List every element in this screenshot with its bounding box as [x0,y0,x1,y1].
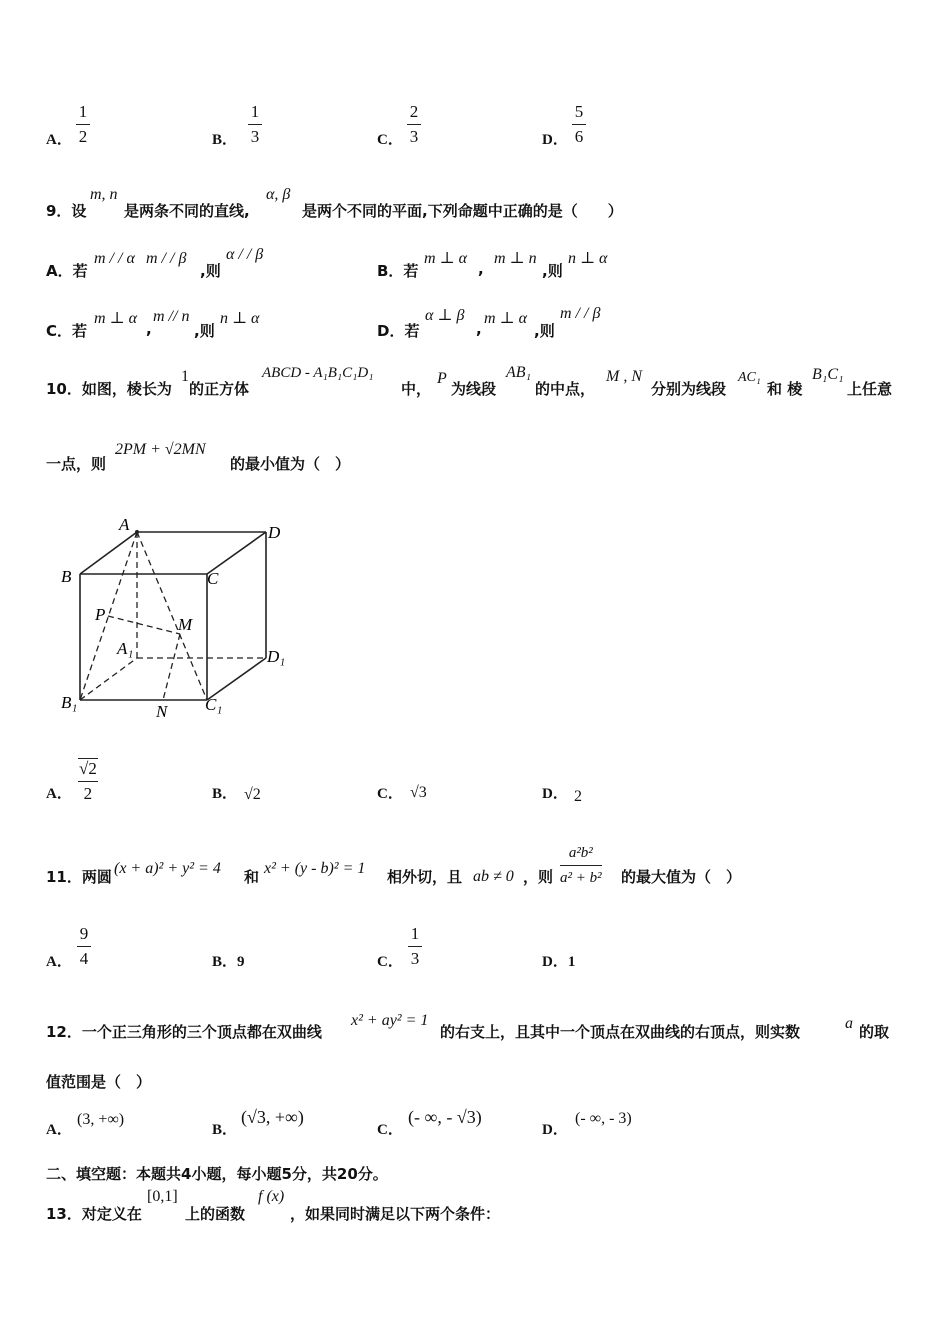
q9-a-cond1: m / / α [94,250,135,267]
q13-interval: [0,1] [147,1188,178,1205]
edge-C1D1 [207,658,266,700]
q8-option-b-fraction [248,102,262,147]
q12-a: a [845,1015,853,1032]
denominator: 6 [574,127,584,146]
q10-option-d-label: D． [542,786,568,802]
q9-option-c-label: C．若 [46,322,88,340]
label-D: D [268,523,281,542]
numerator: 1 [250,102,260,121]
q10-B1C1: B₁C₁ [812,366,844,383]
q11-text-4: ，则 [523,868,554,886]
q10-option-c-label: C． [377,786,403,802]
label-C1: C₁ [205,695,223,714]
numerator: 5 [574,102,584,121]
q12-option-d-label: D． [542,1122,568,1138]
q9-mid: 是两条不同的直线, [124,202,250,220]
q13-text-1: 13．对定义在 [46,1205,142,1223]
q9-a-then: ,则 [200,262,221,280]
q10-text-5: 的中点， [535,380,596,398]
q9-suffix: 是两个不同的平面,下列命题中正确的是（ ） [302,202,623,220]
numerator: 1 [78,102,88,121]
q10-option-d-value: 2 [574,788,582,805]
q9-alpha-beta: α, β [266,186,291,203]
section-2-heading: 二、填空题：本题共4小题，每小题5分，共20分。 [46,1165,388,1183]
edge-CD [207,532,266,574]
q10-text-3: 中， [401,380,432,398]
q11-text-2: 和 [244,868,260,886]
q8-option-a-label: A． [46,132,72,148]
q8-option-d-fraction [572,102,586,147]
q12-line2: 值范围是（ ） [46,1073,152,1091]
label-N: N [156,702,168,720]
denominator: a² + b² [560,870,602,886]
q10-one: 1 [181,368,189,385]
q13-text-3: ，如果同时满足以下两个条件： [290,1205,501,1223]
q8-option-b-label: B． [212,132,238,148]
q9-option-a-label: A．若 [46,262,88,280]
q11-text-3: 相外切，且 [387,868,463,886]
label-B1: B₁ [61,693,78,712]
q10-line2-b: 的最小值为（ ） [230,455,351,473]
q10-option-b-value: √2 [244,786,261,803]
q10-option-c-value: √3 [410,784,427,801]
q10-AB1: AB₁ [506,364,532,381]
q9-c-comma: , [146,320,152,338]
q9-b-cond2: m ⊥ n [494,250,537,267]
q9-d-cond1: α ⊥ β [425,307,465,324]
q11-option-a-label: A． [46,954,72,970]
q12-option-d-value: (- ∞, - 3) [575,1110,632,1127]
numerator: a²b² [568,845,593,861]
q9-b-comma: , [478,260,484,278]
label-M: M [178,615,193,634]
q9-c-cond2: m // n [153,308,190,325]
label-B: B [61,567,72,586]
denominator: 3 [250,127,260,146]
q11-option-a-fraction [77,924,91,969]
edge-A1B1-hidden [80,658,137,700]
q11-option-d: D．1 [542,954,576,970]
q10-text-8: 上任意 [847,380,893,398]
q10-text-1: 10．如图，棱长为 [46,380,172,398]
q12-option-b-value: (√3, +∞) [241,1107,304,1127]
label-A1: A₁ [117,639,134,658]
q12-text-1: 12．一个正三角形的三个顶点都在双曲线 [46,1023,322,1041]
q9-c-concl: n ⊥ α [220,310,260,327]
q12-text-3: 的取 [859,1023,890,1041]
point-A [135,530,139,534]
q11-eq1: (x + a)² + y² = 4 [114,860,221,877]
q11-fraction [560,843,602,888]
q11-option-c-label: C． [377,954,403,970]
q10-text-4: 为线段 [451,380,497,398]
q13-text-2: 上的函数 [185,1205,246,1223]
q10-AC1: AC₁ [738,370,761,385]
segment-PM [108,616,180,634]
q8-option-d-label: D． [542,132,568,148]
q9-d-comma: , [476,320,482,338]
q10-P: P [437,370,447,387]
q9-b-then: ,则 [542,262,563,280]
label-A: A [119,515,130,534]
denominator: 3 [409,127,419,146]
q10-text-2: 的正方体 [189,380,250,398]
q9-a-concl: α / / β [226,246,264,263]
q13-fx: f (x) [258,1188,285,1205]
q11-eq2: x² + (y - b)² = 1 [264,860,366,877]
q8-option-a-fraction [76,102,90,147]
edge-AB [80,532,137,574]
q12-equation: x² + ay² = 1 [351,1012,429,1029]
denominator: 3 [410,949,420,968]
q9-c-then: ,则 [194,322,215,340]
label-C: C [207,569,219,588]
q9-d-concl: m / / β [560,305,601,322]
q10-line2-a: 一点，则 [46,455,107,473]
q10-expression: 2PM + √2MN [115,441,206,458]
q12-option-c-value: (- ∞, - √3) [408,1107,482,1127]
numerator: √2 [79,759,97,778]
q10-text-6: 分别为线段 [651,380,727,398]
q12-option-b-label: B． [212,1122,238,1138]
q12-option-a-label: A． [46,1122,72,1138]
q10-MN: M , N [606,368,642,385]
q9-d-cond2: m ⊥ α [484,310,527,327]
q9-option-b-label: B．若 [377,262,419,280]
denominator: 2 [78,127,88,146]
label-D1: D₁ [267,647,286,666]
q8-option-c-label: C． [377,132,403,148]
q10-option-a-fraction [78,758,98,804]
q12-option-a-value: (3, +∞) [77,1111,125,1128]
q9-prefix: 9．设 [46,202,87,220]
q12-text-2: 的右支上，且其中一个顶点在双曲线的右顶点，则实数 [440,1023,801,1041]
q11-text-1: 11．两圆 [46,868,112,886]
segment-MN [163,634,180,700]
numerator: 1 [410,924,420,943]
numerator: 2 [409,102,419,121]
q9-mn: m, n [90,186,118,203]
q10-option-b-label: B． [212,786,238,802]
q10-option-a-label: A． [46,786,72,802]
q9-option-d-label: D．若 [377,322,420,340]
q11-option-b: B．9 [212,954,245,970]
denominator: 4 [79,949,89,968]
denominator: 2 [83,784,93,803]
q11-option-c-fraction [408,924,422,969]
q9-d-then: ,则 [534,322,555,340]
q9-b-concl: n ⊥ α [568,250,608,267]
q10-cube: ABCD - A₁B₁C₁D₁ [262,365,374,381]
q9-a-cond2: m / / β [146,250,187,267]
numerator: 9 [79,924,89,943]
q9-b-cond1: m ⊥ α [424,250,467,267]
q10-text-7: 和 棱 [767,380,803,398]
label-P: P [95,605,106,624]
q12-option-c-label: C． [377,1122,403,1138]
q11-text-5: 的最大值为（ ） [621,868,742,886]
q11-condition: ab ≠ 0 [473,868,514,885]
q9-c-cond1: m ⊥ α [94,310,137,327]
q10-cube-figure [55,510,295,720]
segment-AC1 [137,532,207,700]
q8-option-c-fraction [407,102,421,147]
